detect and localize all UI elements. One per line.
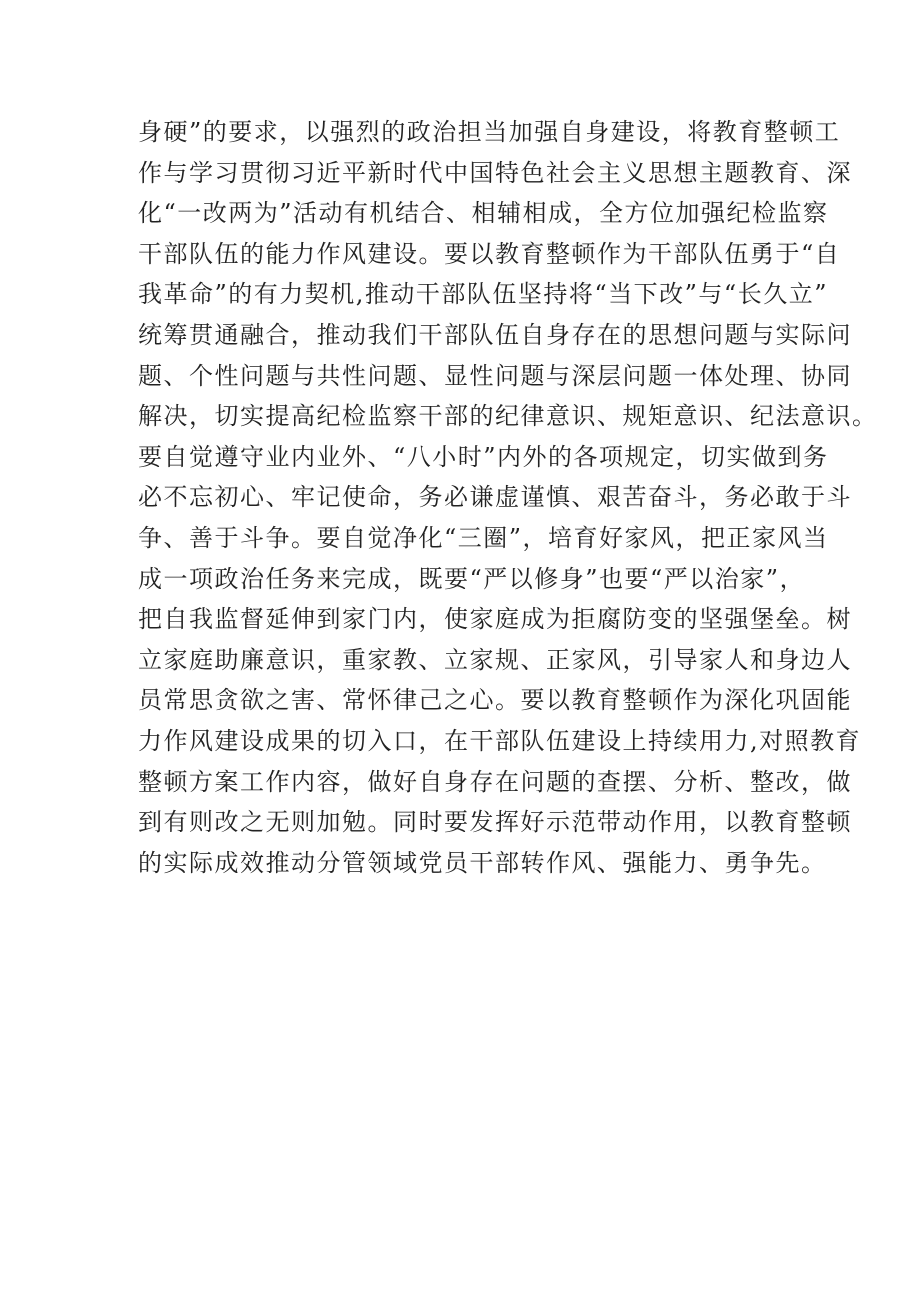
text-line: 的实际成效推动分管领域党员干部转作风、强能力、勇争先。 — [138, 848, 827, 877]
text-line: 整顿方案工作内容，做好自身存在问题的查摆、分析、整改，做 — [138, 767, 852, 796]
body-paragraph — [138, 112, 878, 883]
text-line: 员常思贪欲之害、常怀律己之心。要以教育整顿作为深化巩固能 — [138, 686, 852, 715]
text-line: 必不忘初心、牢记使命，务必谦虚谨慎、艰苦奋斗，务必敢于斗 — [138, 483, 852, 512]
text-line: 作与学习贯彻习近平新时代中国特色社会主义思想主题教育、深 — [138, 158, 852, 187]
text-line: 题、个性问题与共性问题、显性问题与深层问题一体处理、协同 — [138, 361, 852, 390]
text-line: 到有则改之无则加勉。同时要发挥好示范带动作用，以教育整顿 — [138, 808, 852, 837]
text-line: 身硬”的要求，以强烈的政治担当加强自身建设，将教育整顿工 — [138, 118, 841, 146]
text-line: 化“一改两为”活动有机结合、相辅相成，全方位加强纪检监察 — [138, 199, 829, 228]
text-line: 干部队伍的能力作风建设。要以教育整顿作为干部队伍勇于“自 — [138, 239, 841, 268]
text-line: 成一项政治任务来完成，既要“严以修身”也要“严以治家”， — [138, 564, 806, 593]
text-line: 把自我监督延伸到家门内，使家庭成为拒腐防变的坚强堡垒。树 — [138, 605, 852, 634]
text-line: 争、善于斗争。要自觉净化“三圈”，培育好家风，把正家风当 — [138, 523, 829, 552]
text-line: 解决，切实提高纪检监察干部的纪律意识、规矩意识、纪法意识。 — [138, 402, 878, 431]
text-line: 要自觉遵守业内业外、“八小时”内外的各项规定，切实做到务 — [138, 442, 829, 471]
text-line: 力作风建设成果的切入口，在干部队伍建设上持续用力,对照教育 — [138, 726, 862, 755]
text-line: 立家庭助廉意识，重家教、立家规、正家风，引导家人和身边人 — [138, 645, 852, 674]
text-line: 我革命”的有力契机,推动干部队伍坚持将“当下改”与“长久立” — [138, 280, 828, 309]
text-line: 统筹贯通融合，推动我们干部队伍自身存在的思想问题与实际问 — [138, 320, 852, 349]
